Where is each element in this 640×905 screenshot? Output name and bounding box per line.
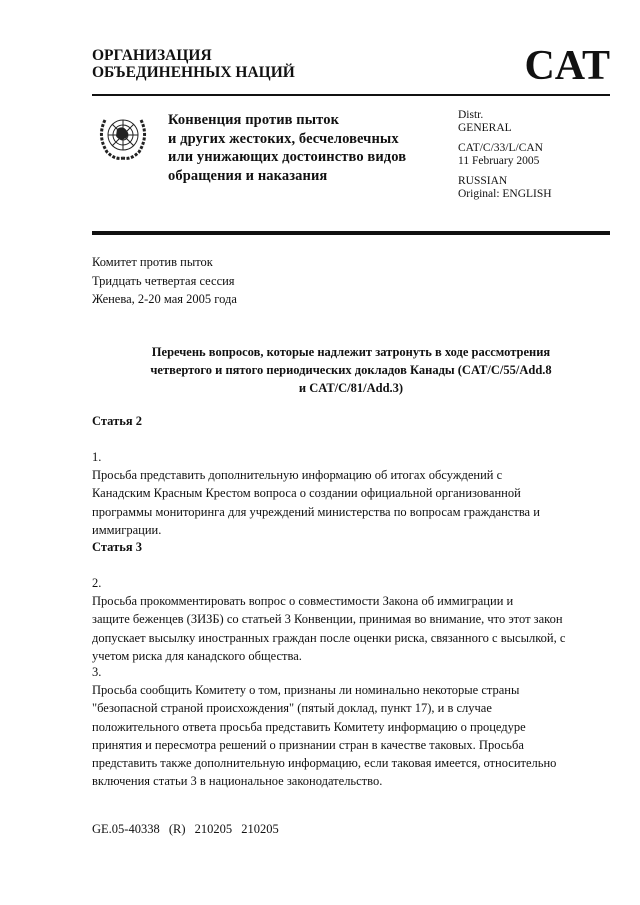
committee-line: Женева, 2-20 мая 2005 года xyxy=(92,292,237,306)
paragraph-3 xyxy=(92,663,612,790)
paragraph-number: 2. xyxy=(92,576,102,590)
paragraph-line: Просьба сообщить Комитету о том, признаны ли номинально некоторые страны xyxy=(92,683,520,698)
paragraph-line: защите беженцев (ЗИЗБ) со статьей 3 Конвенции, принимая во внимание, что этот закон xyxy=(92,612,563,627)
paragraph-line: включения статьи 3 в национальное законодательство. xyxy=(92,774,383,789)
title-line: обращения и наказания xyxy=(168,168,328,185)
distr-value: GENERAL xyxy=(458,121,512,134)
document-symbol-large: CAT xyxy=(524,43,610,89)
paragraph-line: программы мониторинга для учреждений министерства по вопросам гражданства и xyxy=(92,504,540,519)
footer-job-number: GE.05-40338 (R) 210205 210205 xyxy=(92,822,279,836)
convention-title xyxy=(168,111,406,186)
distr-label: Distr. xyxy=(458,109,484,121)
paragraph-line: "безопасной страной происхождения" (пятый доклад, пункт 17), и в случае xyxy=(92,701,492,716)
paragraph-number: 3. xyxy=(92,665,102,679)
paragraph-line: учетом риска для канадского общества. xyxy=(92,648,302,663)
title-line: или унижающих достоинство видов xyxy=(168,149,407,166)
committee-line: Комитет против пыток xyxy=(92,255,213,269)
paragraph-line: Просьба прокомментировать вопрос о совместимости Закона об иммиграции и xyxy=(92,594,514,609)
title-line: и других жестоких, бесчеловечных xyxy=(168,130,399,147)
committee-info xyxy=(92,253,237,309)
doc-symbol: CAT/C/33/L/CAN xyxy=(458,142,543,154)
doc-language: RUSSIAN xyxy=(458,175,508,187)
committee-line: Тридцать четвертая сессия xyxy=(92,273,235,288)
heading-line: и CAT/C/81/Add.3) xyxy=(298,381,404,395)
paragraph-number: 1. xyxy=(92,450,102,464)
section-title: Статья 2 xyxy=(92,414,142,428)
doc-date: 11 February 2005 xyxy=(458,154,540,167)
paragraph-line: допускает высылку иностранных граждан после оценки риска, связанного с высылкой, с xyxy=(92,630,566,645)
org-line: ОРГАНИЗАЦИЯ xyxy=(92,47,212,64)
header-divider xyxy=(92,94,610,96)
organization-name xyxy=(92,47,295,81)
title-line: Конвенция против пыток xyxy=(168,112,340,128)
paragraph-2 xyxy=(92,574,612,665)
un-emblem-icon xyxy=(95,110,151,162)
paragraph-line: Канадским Красным Крестом вопроса о создании официальной организованной xyxy=(92,486,521,501)
paragraph-line: Просьба представить дополнительную информацию об итогах обсуждений с xyxy=(92,468,503,483)
heading-line: Перечень вопросов, которые надлежит затронуть в ходе рассмотрения xyxy=(151,345,551,359)
paragraph-line: принятия и пересмотра решений о признании стран в качестве таковых. Просьба xyxy=(92,737,524,752)
paragraph-1 xyxy=(92,448,612,539)
document-metadata xyxy=(458,109,552,200)
document-heading xyxy=(92,343,610,397)
doc-original-language: Original: ENGLISH xyxy=(458,187,552,200)
paragraph-line: положительного ответа просьба представить Комитету информацию о процедуре xyxy=(92,719,526,734)
section-title: Статья 3 xyxy=(92,540,142,554)
heading-line: четвертого и пятого периодических докладов Канады (CAT/C/55/Add.8 xyxy=(150,363,552,377)
paragraph-line: представить также дополнительную информацию, если таковая имеется, относительно xyxy=(92,756,557,771)
org-line: ОБЪЕДИНЕННЫХ НАЦИЙ xyxy=(92,64,295,81)
header-bottom-divider xyxy=(92,231,610,235)
paragraph-line: иммиграции. xyxy=(92,522,162,537)
